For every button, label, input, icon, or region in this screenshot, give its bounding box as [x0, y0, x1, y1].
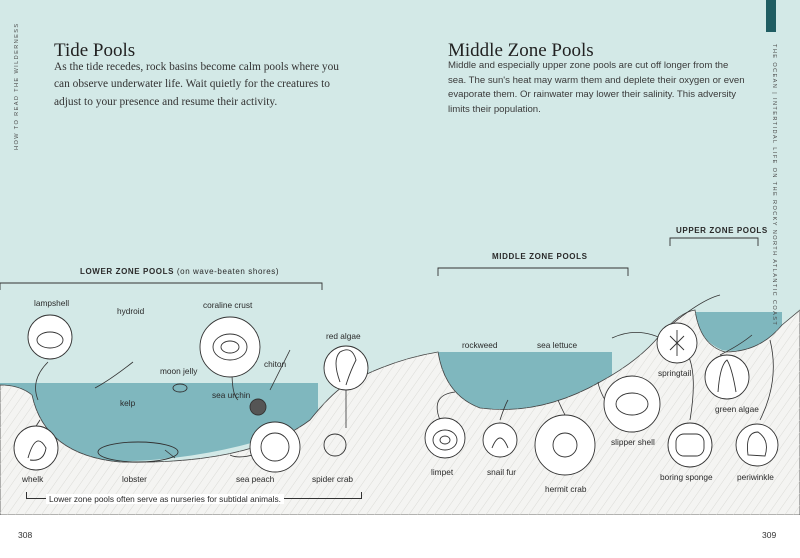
left-body: As the tide recedes, rock basins become calm pools where you can observe underwater life. Wait quietly for the creatures to adjust to your presence and resume their activity. [54, 61, 339, 108]
right-title: Middle Zone Pools [448, 40, 594, 61]
hermit-crab-circle [535, 415, 595, 475]
label-moon-jelly: moon jelly [160, 366, 198, 376]
caption: Lower zone pools often serve as nurseries for subtidal animals. [46, 494, 284, 504]
label-springtail: springtail [658, 368, 692, 378]
label-snail-fur: snail fur [487, 467, 517, 477]
label-coraline-crust: coraline crust [203, 300, 253, 310]
lower-zone-note: (on wave-beaten shores) [176, 267, 280, 276]
green-algae-circle [705, 355, 749, 399]
lower-zone-label [80, 267, 279, 276]
label-spider-crab: spider crab [312, 474, 354, 484]
right-body: Middle and especially upper zone pools are cut off longer from the sea. The sun's heat may warm them and deplete their oxygen or even evaporate them. Or rainwater may lower their salinity. This adversity limits their population. [448, 60, 745, 115]
left-title: Tide Pools [54, 40, 136, 61]
label-red-algae: red algae [326, 331, 361, 341]
label-lampshell: lampshell [34, 298, 70, 308]
whelk-circle [14, 426, 58, 470]
label-rockweed: rockweed [462, 340, 498, 350]
label-sea-peach: sea peach [236, 474, 275, 484]
label-limpet: limpet [431, 467, 454, 477]
label-lobster: lobster [122, 474, 147, 484]
label-periwinkle: periwinkle [737, 472, 774, 482]
label-sea-urchin: sea urchin [212, 390, 251, 400]
page-number-left: 308 [18, 530, 33, 540]
label-boring-sponge: boring sponge [660, 472, 713, 482]
lower-zone-title: LOWER ZONE POOLS [80, 267, 175, 276]
slipper-shell-circle [604, 376, 660, 432]
label-kelp: kelp [120, 398, 136, 408]
sea-peach-circle [250, 422, 300, 472]
running-head-right: THE OCEAN | INTERTIDAL LIFE ON THE ROCKY NORTH ATLANTIC COAST [771, 44, 777, 327]
upper-zone-label: UPPER ZONE POOLS [676, 226, 768, 235]
limpet-circle [425, 418, 465, 458]
label-whelk: whelk [22, 474, 44, 484]
coraline-crust-circle [200, 317, 260, 377]
periwinkle-circle [736, 424, 778, 466]
label-slipper-shell: slipper shell [611, 437, 655, 447]
snail-fur-circle [483, 423, 517, 457]
page-number-right: 309 [762, 530, 777, 540]
running-head-left: HOW TO READ THE WILDERNESS [14, 22, 20, 150]
lampshell-circle [28, 315, 72, 359]
boring-sponge-circle [668, 423, 712, 467]
label-hydroid: hydroid [117, 306, 145, 316]
label-green-algae: green algae [715, 404, 759, 414]
red-algae-circle [324, 346, 368, 390]
middle-zone-label: MIDDLE ZONE POOLS [492, 252, 588, 261]
label-sea-lettuce: sea lettuce [537, 340, 578, 350]
label-hermit-crab: hermit crab [545, 484, 587, 494]
label-chiton: chiton [264, 359, 287, 369]
